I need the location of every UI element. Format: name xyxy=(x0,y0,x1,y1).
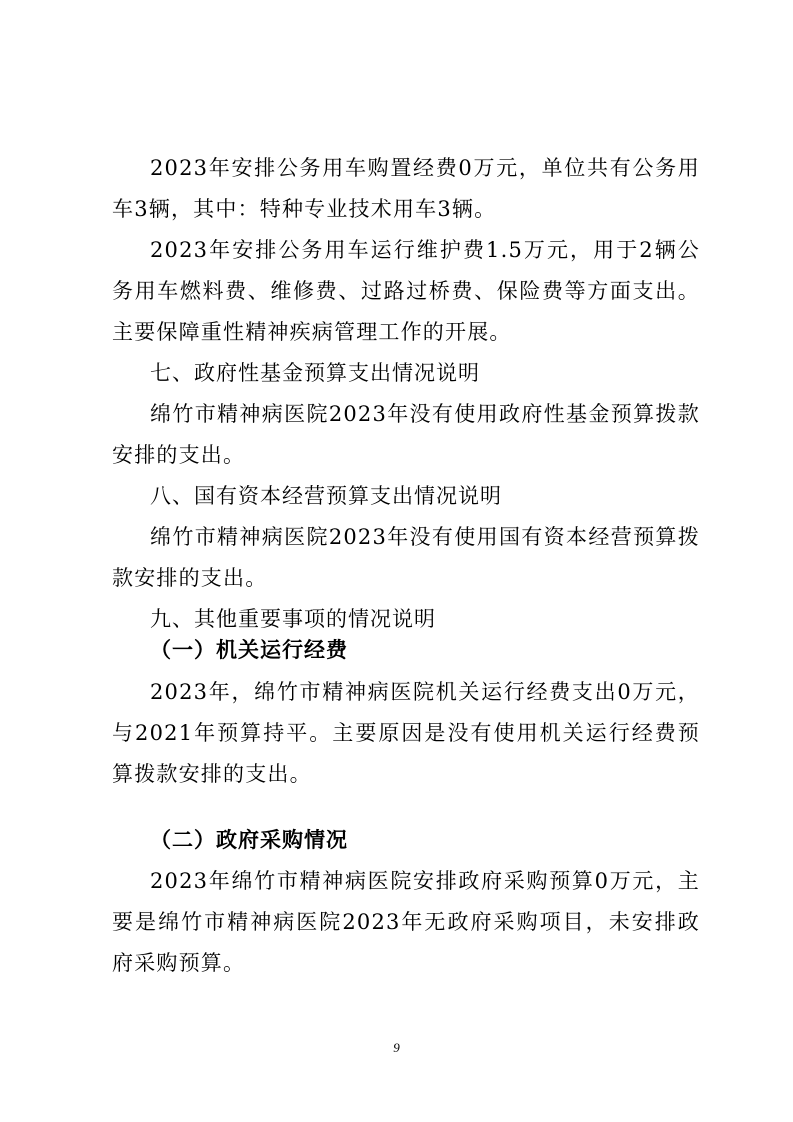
subheading-procurement: （二）政府采购情况 xyxy=(150,828,348,852)
page-number: 9 xyxy=(393,1040,400,1055)
section-heading-7: 七、政府性基金预算支出情况说明 xyxy=(150,361,480,385)
paragraph-government-fund: 绵竹市精神病医院2023年没有使用政府性基金预算拨款安排的支出。 xyxy=(112,402,700,467)
subheading-operating-expenses: （一）机关运行经费 xyxy=(150,638,348,662)
paragraph-vehicle-maintenance: 2023年安排公务用车运行维护费1.5万元，用于2辆公务用车燃料费、维修费、过路过桥费、保险费等方面支出。主要保障重性精神疾病管理工作的开展。 xyxy=(112,238,700,344)
paragraph-operating-expenses: 2023年，绵竹市精神病医院机关运行经费支出0万元，与2021年预算持平。主要原因是没有使用机关运行经费预算拨款安排的支出。 xyxy=(112,680,700,786)
section-heading-9: 九、其他重要事项的情况说明 xyxy=(150,607,436,631)
paragraph-state-capital: 绵竹市精神病医院2023年没有使用国有资本经营预算拨款安排的支出。 xyxy=(112,525,700,590)
paragraph-vehicle-purchase: 2023年安排公务用车购置经费0万元，单位共有公务用车3辆，其中：特种专业技术用车3辆。 xyxy=(112,156,700,221)
section-heading-8: 八、国有资本经营预算支出情况说明 xyxy=(150,484,502,508)
paragraph-procurement: 2023年绵竹市精神病医院安排政府采购预算0万元，主要是绵竹市精神病医院2023年无政府采购项目，未安排政府采购预算。 xyxy=(112,869,700,975)
